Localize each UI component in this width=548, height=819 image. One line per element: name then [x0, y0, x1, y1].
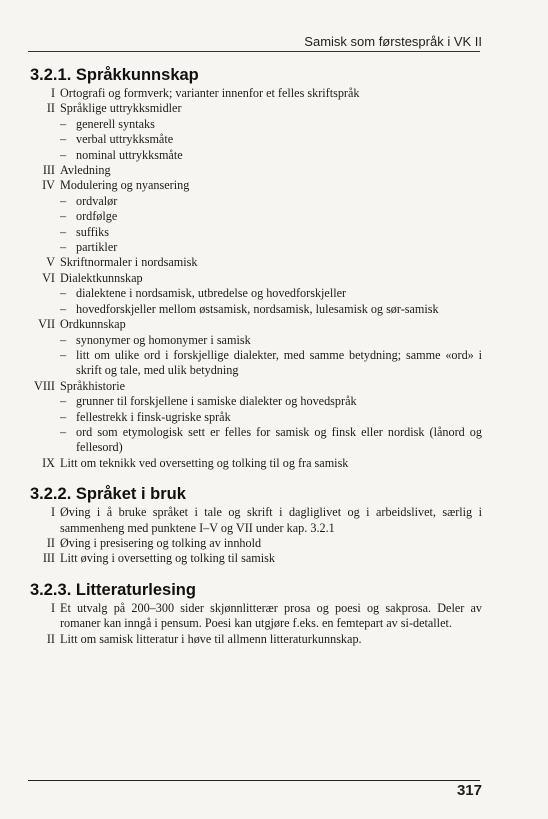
sub-item: [30, 302, 482, 317]
list-item: [30, 601, 482, 632]
sub-item: [30, 240, 482, 255]
item-list: [30, 601, 482, 647]
list-item: [30, 163, 482, 178]
sub-item-text: ordfølge: [76, 209, 118, 224]
sub-item: [30, 132, 482, 147]
item-number: III: [42, 163, 55, 178]
list-item: [30, 632, 482, 647]
dash-bullet: –: [60, 209, 67, 224]
sub-item-text: partikler: [76, 240, 118, 255]
sub-item-text: hovedforskjeller mellom østsamisk, nordsamisk, lulesamisk og sør-samisk: [76, 301, 439, 316]
item-number: IX: [42, 455, 55, 470]
sub-item: [30, 425, 482, 456]
dash-bullet: –: [60, 147, 67, 162]
sub-item-text: suffiks: [76, 224, 109, 239]
item-text: Litt om samisk litteratur i høve til allmenn litteraturkunnskap.: [60, 631, 362, 646]
dash-bullet: –: [60, 240, 67, 255]
list-item: [30, 317, 482, 332]
list-item: [30, 255, 482, 270]
footer-rule: [28, 780, 480, 781]
item-text: Dialektkunnskap: [60, 270, 143, 285]
sub-item: [30, 117, 482, 132]
section: [30, 579, 482, 647]
dash-bullet: –: [60, 132, 67, 147]
sub-item-text: nominal uttrykksmåte: [76, 147, 183, 162]
sub-item: [30, 194, 482, 209]
sub-item-text: verbal uttrykksmåte: [76, 132, 174, 147]
dash-bullet: –: [60, 394, 67, 409]
section-heading: 3.2.1. Språkkunnskap: [30, 66, 199, 84]
list-item: [30, 86, 482, 101]
list-item: [30, 271, 482, 286]
item-text: Avledning: [60, 163, 111, 178]
item-text: Språkhistorie: [60, 378, 125, 393]
page-number: 317: [456, 782, 482, 799]
list-item: [30, 178, 482, 193]
list-item: [30, 551, 482, 566]
dash-bullet: –: [60, 409, 67, 424]
list-item: [30, 101, 482, 116]
item-number: II: [46, 631, 55, 646]
dash-bullet: –: [60, 224, 67, 239]
item-number: IV: [42, 178, 55, 193]
sub-item: [30, 148, 482, 163]
sub-item: [30, 286, 482, 301]
item-text: Skriftnormaler i nordsamisk: [60, 255, 198, 270]
item-text: Språklige uttrykksmidler: [60, 101, 182, 116]
item-text: Øving i presisering og tolking av innhold: [60, 535, 262, 550]
dash-bullet: –: [60, 424, 67, 439]
sub-item: [30, 333, 482, 348]
item-number: I: [50, 86, 55, 100]
dash-bullet: –: [60, 301, 67, 316]
item-text: Ordkunnskap: [60, 317, 126, 332]
sub-item-text: dialektene i nordsamisk, utbredelse og hovedforskjeller: [76, 286, 347, 301]
sub-item-text: litt om ulike ord i forskjellige dialekter, med samme betydning; samme «ord» i skrift og tale, med ulik betydning: [76, 347, 482, 378]
sub-item: [30, 348, 482, 379]
sub-item-text: ordvalør: [76, 193, 118, 208]
running-head: Samisk som førstespråk i VK II: [304, 34, 482, 49]
list-item: [30, 536, 482, 551]
item-number: II: [46, 535, 55, 550]
item-text: Litt øving i oversetting og tolking til samisk: [60, 551, 275, 566]
item-text: Litt om teknikk ved oversetting og tolking til og fra samisk: [60, 455, 349, 470]
dash-bullet: –: [60, 193, 67, 208]
item-list: [30, 505, 482, 567]
dash-bullet: –: [60, 116, 67, 131]
item-number: VI: [42, 270, 55, 285]
sub-item: [30, 209, 482, 224]
header-rule: [28, 51, 480, 52]
section: [30, 483, 482, 567]
section: [30, 64, 482, 471]
sub-item-text: synonymer og homonymer i samisk: [76, 332, 251, 347]
section-heading: 3.2.3. Litteraturlesing: [30, 580, 196, 599]
sub-item-text: ord som etymologisk sett er felles for samisk og finsk eller nordisk (lånord og fellesord): [76, 424, 482, 455]
item-number: II: [46, 101, 55, 116]
dash-bullet: –: [60, 332, 67, 347]
sub-item-text: fellestrekk i finsk-ugriske språk: [76, 409, 231, 424]
item-number: I: [50, 505, 55, 520]
item-text: Ortografi og formverk; varianter innenfor et felles skriftspråk: [60, 86, 360, 100]
dash-bullet: –: [60, 347, 67, 362]
sub-item-text: generell syntaks: [76, 116, 155, 131]
section-heading: 3.2.2. Språket i bruk: [30, 485, 186, 504]
sub-item: [30, 225, 482, 240]
sub-item: [30, 410, 482, 425]
sub-item-text: grunner til forskjellene i samiske dialekter og hovedspråk: [76, 394, 357, 409]
list-item: [30, 505, 482, 536]
item-text: Øving i å bruke språket i tale og skrift i dagliglivet og i arbeidslivet, særlig i sammenheng med punktene I–V og VII under kap. 3.2.1: [60, 505, 482, 535]
item-text: Et utvalg på 200–300 sider skjønnlitterær prosa og poesi og sakprosa. Deler av romaner kan inngå i pensum. Poesi kan utgjøre f.eks. en femtepart av si-detallet.: [60, 600, 482, 631]
dash-bullet: –: [60, 286, 67, 301]
item-list: [30, 86, 482, 471]
item-number: III: [42, 551, 55, 566]
list-item: [30, 379, 482, 394]
item-text: Modulering og nyansering: [60, 178, 190, 193]
item-number: VII: [38, 317, 55, 332]
sub-item: [30, 394, 482, 409]
item-number: V: [46, 255, 55, 270]
item-number: I: [50, 600, 55, 615]
list-item: [30, 456, 482, 471]
item-number: VIII: [34, 378, 55, 393]
page-content: [30, 64, 482, 659]
